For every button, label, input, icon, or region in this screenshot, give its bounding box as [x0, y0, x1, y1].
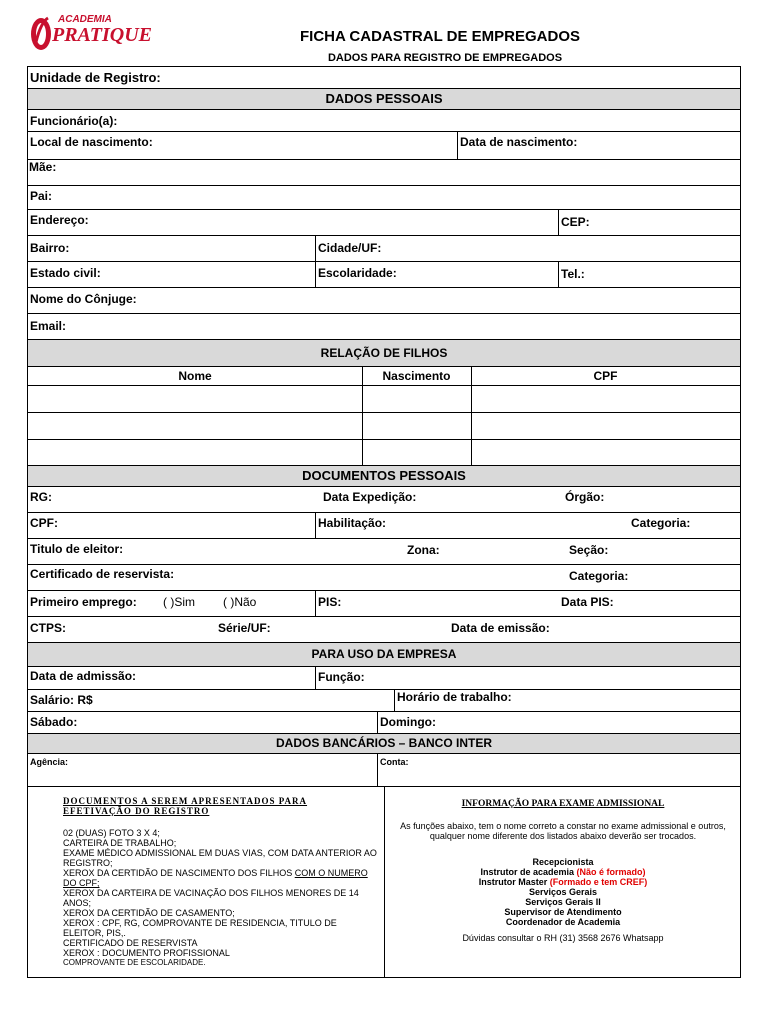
role-text: Instrutor Master	[478, 877, 550, 887]
section-uso-empresa: PARA USO DA EMPRESA	[28, 643, 740, 667]
label-funcao[interactable]: Função:	[318, 670, 365, 684]
label-data-expedicao[interactable]: Data Expedição:	[323, 490, 417, 504]
row-bairro	[28, 236, 740, 262]
col-nascimento: Nascimento	[382, 369, 451, 383]
documents-list	[63, 796, 383, 968]
divider	[315, 591, 316, 616]
list-item-underlined: COM O NUMERO	[294, 868, 368, 878]
list-item: XEROX : CPF, RG, COMPROVANTE DE RESIDENCIA, TITULO DE	[63, 918, 337, 928]
divider	[394, 690, 395, 711]
label-endereco[interactable]: Endereço:	[30, 213, 89, 227]
row-reservista	[28, 565, 740, 591]
label-orgao[interactable]: Órgão:	[565, 490, 605, 504]
list-item: EXAME MÉDICO ADMISSIONAL EM DUAS VIAS, COM DATA ANTERIOR AO	[63, 848, 377, 858]
row-salario	[28, 690, 740, 712]
row-estado-civil	[28, 262, 740, 288]
label-categoria[interactable]: Categoria:	[631, 516, 691, 530]
row-funcionario	[28, 110, 740, 132]
documents-heading-1: DOCUMENTOS A SEREM APRESENTADOS PARA	[63, 796, 308, 806]
row-cpf	[28, 513, 740, 539]
label-escolaridade[interactable]: Escolaridade:	[318, 266, 397, 280]
label-admissao[interactable]: Data de admissão:	[30, 669, 137, 683]
list-item: REGISTRO;	[63, 858, 113, 868]
role-note: (Formado e tem CREF)	[549, 877, 648, 887]
label-estado-civil[interactable]: Estado civil:	[30, 266, 101, 280]
divider	[315, 236, 316, 261]
role-text: Instrutor de academia	[480, 867, 577, 877]
row-pai	[28, 186, 740, 210]
row-titulo	[28, 539, 740, 565]
label-pai[interactable]: Pai:	[30, 189, 53, 203]
role-item: Serviços Gerais	[528, 887, 598, 897]
divider	[315, 262, 316, 287]
label-conta[interactable]: Conta:	[380, 757, 409, 767]
page-title: FICHA CADASTRAL DE EMPREGADOS	[299, 28, 580, 45]
label-zona[interactable]: Zona:	[407, 543, 440, 557]
contact-info: Dúvidas consultar o RH (31) 3568 2676 Whatsapp	[462, 933, 664, 943]
divider	[377, 712, 378, 733]
row-banco	[28, 754, 740, 787]
role-item: Recepcionista	[532, 857, 594, 867]
page-subtitle: DADOS PARA REGISTRO DE EMPREGADOS	[327, 52, 563, 64]
divider	[315, 513, 316, 538]
row-unidade	[28, 67, 740, 89]
list-item: XEROX : DOCUMENTO PROFISSIONAL	[63, 948, 230, 958]
section-relacao-filhos: RELAÇÃO DE FILHOS	[28, 340, 740, 367]
logo-main-text: PRATIQUE	[52, 24, 153, 46]
label-titulo[interactable]: Titulo de eleitor:	[30, 542, 124, 556]
label-secao[interactable]: Seção:	[569, 543, 609, 557]
divider	[558, 210, 559, 235]
label-categoria-reservista[interactable]: Categoria:	[569, 569, 629, 583]
list-item: DO CPF;	[63, 878, 100, 888]
list-item: 02 (DUAS) FOTO 3 X 4;	[63, 828, 160, 838]
label-bairro[interactable]: Bairro:	[30, 241, 70, 255]
section-documentos: DOCUMENTOS PESSOAIS	[28, 466, 740, 487]
label-tel[interactable]: Tel.:	[561, 267, 585, 281]
label-mae[interactable]: Mãe:	[29, 160, 57, 174]
option-sim[interactable]: ( )Sim	[163, 595, 195, 609]
list-item: CERTIFICADO DE RESERVISTA	[63, 938, 198, 948]
label-primeiro-emprego: Primeiro emprego:	[30, 595, 137, 609]
row-rg	[28, 487, 740, 513]
row-mae	[28, 160, 740, 186]
label-data-nasc[interactable]: Data de nascimento:	[460, 135, 578, 149]
label-conjuge[interactable]: Nome do Cônjuge:	[30, 292, 137, 306]
list-item: XEROX DA CERTIDÃO DE CASAMENTO;	[63, 908, 235, 918]
row-conjuge	[28, 288, 740, 314]
exam-intro-1: As funções abaixo, tem o nome correto a constar no exame admissional e outros,	[400, 821, 726, 831]
label-ctps[interactable]: CTPS:	[30, 621, 66, 635]
divider	[457, 132, 458, 159]
role-note: (Não é formado)	[576, 867, 646, 877]
option-nao[interactable]: ( )Não	[223, 595, 257, 609]
list-item-text: XEROX DA CERTIDÃO DE NASCIMENTO DOS FILHOS	[63, 868, 295, 878]
section-dados-bancarios: DADOS BANCÁRIOS – BANCO INTER	[28, 734, 740, 754]
col-cpf: CPF	[593, 369, 618, 383]
section-dados-pessoais: DADOS PESSOAIS	[28, 89, 740, 110]
row-sabado	[28, 712, 740, 734]
list-item: COMPROVANTE DE ESCOLARIDADE.	[63, 958, 206, 967]
registration-form	[27, 66, 741, 978]
exam-heading: INFORMAÇÃO PARA EXAME ADMISSIONAL	[461, 799, 665, 809]
row-local-nasc	[28, 132, 740, 160]
label-serie[interactable]: Série/UF:	[218, 621, 271, 635]
row-ctps	[28, 617, 740, 643]
filhos-header-row	[28, 367, 740, 386]
divider	[384, 787, 385, 977]
row-primeiro-emprego	[28, 591, 740, 617]
divider	[558, 262, 559, 287]
row-admissao	[28, 667, 740, 690]
list-item: ELEITOR, PIS,.	[63, 928, 126, 938]
divider	[315, 667, 316, 689]
col-nome: Nome	[178, 369, 212, 383]
list-item: XEROX DA CARTEIRA DE VACINAÇÃO DOS FILHOS MENORES DE 14	[63, 888, 359, 898]
role-item: Coordenador de Academia	[505, 917, 621, 927]
role-item: Serviços Gerais II	[525, 897, 601, 907]
label-salario[interactable]: Salário: R$	[30, 693, 93, 707]
table-row[interactable]	[28, 413, 740, 440]
role-item	[388, 877, 738, 887]
label-habilitacao[interactable]: Habilitação:	[318, 516, 387, 530]
divider	[377, 754, 378, 786]
label-cidade[interactable]: Cidade/UF:	[318, 241, 382, 255]
label-agencia[interactable]: Agência:	[30, 757, 69, 767]
label-unidade[interactable]: Unidade de Registro:	[30, 70, 161, 85]
label-data-emissao[interactable]: Data de emissão:	[451, 621, 550, 635]
row-email	[28, 314, 740, 340]
list-item: ANOS;	[63, 898, 92, 908]
label-rg[interactable]: RG:	[30, 490, 52, 504]
table-row[interactable]	[28, 440, 740, 466]
exam-info	[388, 799, 738, 943]
label-domingo[interactable]: Domingo:	[380, 715, 436, 729]
label-cpf[interactable]: CPF:	[30, 516, 58, 530]
table-row[interactable]	[28, 386, 740, 413]
label-data-pis[interactable]: Data PIS:	[561, 595, 614, 609]
list-item: CARTEIRA DE TRABALHO;	[63, 838, 177, 848]
logo-top-text: ACADEMIA	[58, 14, 112, 25]
exam-intro-2: qualquer nome diferente dos listados abaixo deverão ser trocados.	[429, 831, 697, 841]
label-cep[interactable]: CEP:	[561, 215, 590, 229]
row-endereco	[28, 210, 740, 236]
role-item	[388, 867, 738, 877]
label-horario[interactable]: Horário de trabalho:	[397, 690, 512, 704]
label-local-nasc[interactable]: Local de nascimento:	[30, 135, 153, 149]
filhos-table	[28, 367, 740, 466]
label-reservista[interactable]: Certificado de reservista:	[30, 567, 175, 581]
role-item: Supervisor de Atendimento	[504, 907, 622, 917]
label-funcionario[interactable]: Funcionário(a):	[30, 114, 118, 128]
label-pis[interactable]: PIS:	[318, 595, 342, 609]
label-sabado[interactable]: Sábado:	[30, 715, 78, 729]
label-email[interactable]: Email:	[30, 319, 67, 333]
academia-pratique-logo	[28, 12, 153, 54]
documents-heading-2: EFETIVAÇÃO DO REGISTRO	[63, 806, 210, 816]
list-item	[63, 868, 383, 878]
